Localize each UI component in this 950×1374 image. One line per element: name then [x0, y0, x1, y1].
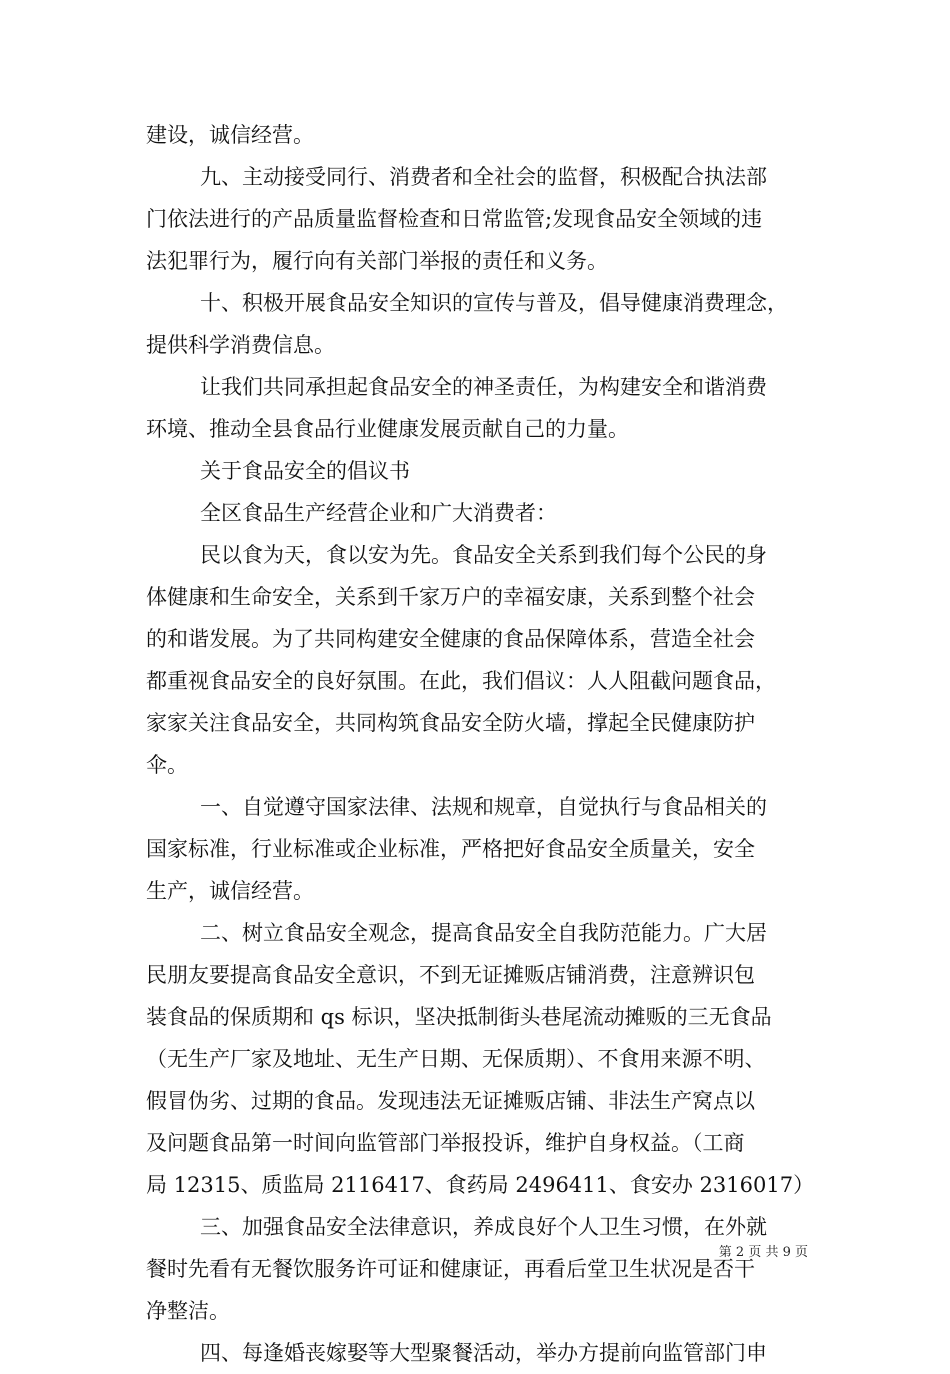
text-line: 家家关注食品安全，共同构筑食品安全防火墙，撑起全民健康防护	[146, 711, 755, 735]
text-line: 都重视食品安全的良好氛围。在此，我们倡议：人人阻截问题食品，	[146, 669, 776, 693]
salutation: 全区食品生产经营企业和广大消费者：	[200, 501, 557, 525]
body-text	[146, 114, 815, 1374]
text-line: 建设，诚信经营。	[146, 123, 314, 147]
text-line: 提供科学消费信息。	[146, 333, 335, 357]
text-line: 一、自觉遵守国家法律、法规和规章，自觉执行与食品相关的	[200, 795, 767, 819]
text-line: 假冒伪劣、过期的食品。发现违法无证摊贩店铺、非法生产窝点以	[146, 1089, 755, 1113]
section-title: 关于食品安全的倡议书	[200, 459, 410, 483]
text-line: 十、积极开展食品安全知识的宣传与普及，倡导健康消费理念，	[200, 291, 788, 315]
text-line: 三、加强食品安全法律意识，养成良好个人卫生习惯，在外就	[200, 1215, 767, 1239]
text-line: 净整洁。	[146, 1299, 230, 1323]
text-line: 生产，诚信经营。	[146, 879, 314, 903]
text-line: 局 12315、质监局 2116417、食药局 2496411、食安办 2316017）	[146, 1173, 815, 1197]
text-line: 环境、推动全县食品行业健康发展贡献自己的力量。	[146, 417, 629, 441]
text-line: 民以食为天，食以安为先。食品安全关系到我们每个公民的身	[200, 543, 767, 567]
text-line: 装食品的保质期和 qs 标识，坚决抵制街头巷尾流动摊贩的三无食品	[146, 1005, 772, 1029]
text-line: 餐时先看有无餐饮服务许可证和健康证，再看后堂卫生状况是否干	[146, 1257, 755, 1281]
text-line: 及问题食品第一时间向监管部门举报投诉，维护自身权益。（工商	[146, 1131, 745, 1155]
text-line: 让我们共同承担起食品安全的神圣责任，为构建安全和谐消费	[200, 375, 767, 399]
text-line: 九、主动接受同行、消费者和全社会的监督，积极配合执法部	[200, 165, 767, 189]
text-line: 民朋友要提高食品安全意识，不到无证摊贩店铺消费，注意辨识包	[146, 963, 755, 987]
text-line: 国家标准，行业标准或企业标准，严格把好食品安全质量关，安全	[146, 837, 755, 861]
text-line: 四、每逢婚丧嫁娶等大型聚餐活动，举办方提前向监管部门申	[200, 1341, 767, 1365]
text-line: 二、树立食品安全观念，提高食品安全自我防范能力。广大居	[200, 921, 767, 945]
body-paragraphs	[146, 114, 815, 1374]
text-line: 门依法进行的产品质量监督检查和日常监管;发现食品安全领域的违	[146, 207, 763, 231]
text-line: 伞。	[146, 753, 188, 777]
text-line: 法犯罪行为，履行向有关部门举报的责任和义务。	[146, 249, 608, 273]
text-line: 体健康和生命安全，关系到千家万户的幸福安康，关系到整个社会	[146, 585, 755, 609]
text-line: 的和谐发展。为了共同构建安全健康的食品保障体系，营造全社会	[146, 627, 755, 651]
text-line: （无生产厂家及地址、无生产日期、无保质期）、不食用来源不明、	[146, 1047, 766, 1071]
page-number: 第 2 页 共 9 页	[718, 1245, 808, 1260]
